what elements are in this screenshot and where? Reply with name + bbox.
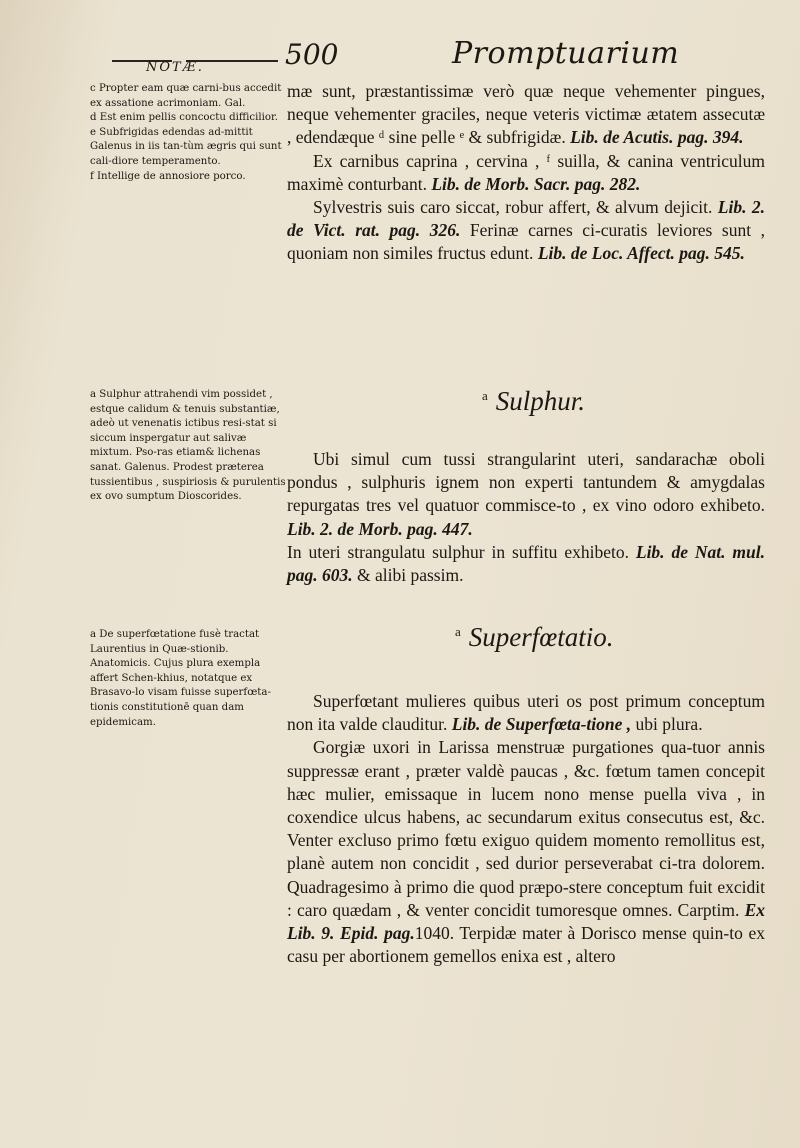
section-heading-superfoetatio xyxy=(455,622,614,653)
citation: Lib. de Nat. mul. pag. 603. xyxy=(287,541,765,586)
main-text-block-2 xyxy=(287,448,765,587)
section-heading-sulphur xyxy=(482,386,585,417)
paragraph-text: Superfœtant mulieres quibus uteri os post primum conceptum non ita valde clauditur. xyxy=(287,691,765,735)
paragraph-text: In uteri strangulatu sulphur in suffitu exhibeto. xyxy=(287,541,629,562)
heading-text: Superfœtatio. xyxy=(468,622,614,652)
paragraph-sylvestris xyxy=(287,196,765,266)
notes-label: NOTÆ. xyxy=(146,60,204,75)
citation: Ex Lib. 9. Epid. pag. xyxy=(287,899,765,944)
running-head: Promptuarium xyxy=(452,36,680,71)
paragraph-superfoetant xyxy=(287,690,765,736)
citation: Lib. de Superfœta-tione , xyxy=(451,714,632,735)
main-text-block-3 xyxy=(287,690,765,968)
main-text-block-1 xyxy=(287,80,765,266)
footnote-mark: a xyxy=(455,624,461,639)
paragraph-text: 1040. Terpidæ mater à Dorisco mense quin-to ex casu per abortionem gemellos enixa est , altero xyxy=(287,923,765,967)
paragraph-text: mæ sunt, præstantissimæ verò quæ neque vehementer pingues, neque vehementer graciles, neque veteris victimæ ætatem assecutæ , edendæque ᵈ sine pelle ᵉ & subfrigidæ. xyxy=(287,81,765,148)
note-sulphur-text: a Sulphur attrahendi vim possidet , estque calidum & tenuis substantiæ, adeò ut venenatis ictibus resi-stat si siccum inspergatur aut salivæ mixtum. Pso-ras etiam& lichenas sanat. Galenus. Prodest præterea tussientibus , suspiriosis & purulentis ex ovo sumptum Dioscorides. xyxy=(90,389,286,503)
paragraph-text: Ubi simul cum tussi strangularint uteri, sandarachæ oboli pondus , sulphuris ignem non experti tantundem & amygdalas repurgatas tres vel quatuor commisce-to , ex vino odoro exhibeto. xyxy=(287,449,765,516)
paragraph-carnes xyxy=(287,80,765,150)
paragraph-text: Ferinæ carnes ci-curatis leviores sunt , quoniam non similes fructus edunt. xyxy=(287,220,766,264)
note-superfoetatio-text: a De superfœtatione fusè tractat Laurentius in Quæ-stionib. Anatomicis. Cujus plura exempla affert Schen-khius, notatque ex Brasavo-lo visam fuisse superfœta-tionis constitutionē quan dam epidemicam. xyxy=(90,629,271,728)
paragraph-text: Gorgiæ uxori in Larissa menstruæ purgationes qua-tuor annis suppressæ erant , præter valdè paucas , &c. fœtum tamen concepit hæc mulier, emissaque in lucem nono mense puella viva , in coxendice ulcus habens, ac secundarum exitus consecutus est, &c. Venter excluso primo fœtu exiguo quidem momento remollitus est, planè autem non concidit , sed durior perseverabat ci-tra dolorem. Quadragesimo à primo die quod præpo-stere conceptum fuit excidit : caro quædam , & venter concidit tumoresque omnes. Carptim. xyxy=(287,737,765,920)
paragraph-in-uteri xyxy=(287,541,765,587)
paragraph-text: Ex carnibus caprina , cervina , ᶠ suilla, & canina ventriculum maximè conturbant. xyxy=(287,150,765,194)
heading-text: Sulphur. xyxy=(495,386,586,416)
note-e: e Subfrigidas edendas ad-mittit Galenus in iis tan-tùm ægris qui sunt cali-diore temperamento. xyxy=(90,126,282,167)
citation: Lib. 2. de Vict. rat. pag. 326. xyxy=(287,197,765,241)
paragraph-gorgiae xyxy=(287,736,765,968)
paragraph-text: & alibi passim. xyxy=(357,565,464,586)
paragraph-caprina xyxy=(287,150,765,196)
citation: Lib. de Morb. Sacr. pag. 282. xyxy=(431,173,641,194)
margin-note-sulphur xyxy=(90,388,286,505)
page-number: 500 xyxy=(285,38,339,71)
paragraph-text: Sylvestris suis caro siccat, robur affert, & alvum dejicit. xyxy=(313,197,713,218)
citation: Lib. 2. de Morb. pag. 447. xyxy=(287,518,473,539)
margin-notes-block-1 xyxy=(90,82,286,184)
citation: Lib. de Acutis. pag. 394. xyxy=(570,127,744,148)
note-d: d Est enim pellis concoctu difficilior. xyxy=(90,112,279,124)
paragraph-text: ubi plura. xyxy=(635,714,703,735)
footnote-mark: a xyxy=(482,388,488,403)
margin-note-superfoetatio xyxy=(90,628,286,730)
citation: Lib. de Loc. Affect. pag. 545. xyxy=(537,243,745,264)
paragraph-ubi-simul xyxy=(287,448,765,541)
note-c: c Propter eam quæ carni-bus accedit ex assatione acrimoniam. Gal. xyxy=(90,83,282,109)
note-f: f Intellige de annosiore porco. xyxy=(90,170,246,182)
